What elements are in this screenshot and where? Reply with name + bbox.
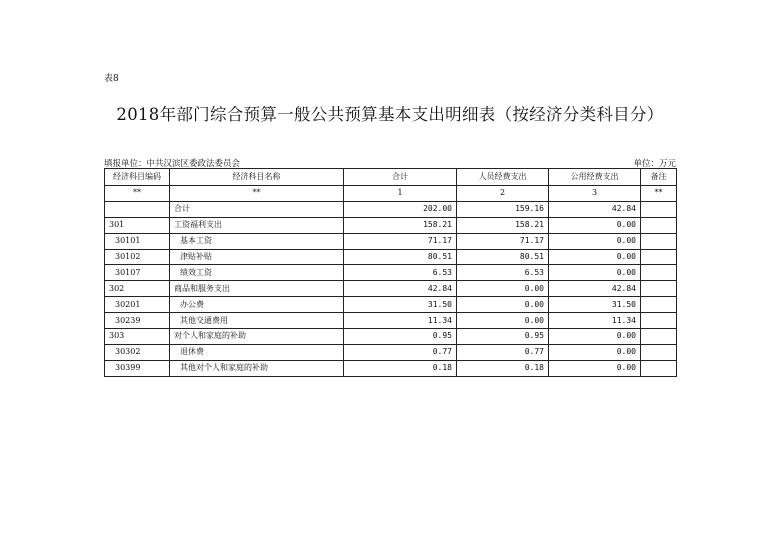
cell-name: 其他交通费用 [170, 313, 344, 329]
header-personnel: 人员经费支出 [457, 169, 549, 186]
header-total: 合计 [344, 169, 457, 186]
cell-total: 0.18 [344, 360, 457, 376]
cell-code: 30101 [105, 233, 170, 249]
cell-name: 合计 [170, 201, 344, 217]
cell-personnel: 158.21 [457, 217, 549, 233]
cell-note [641, 297, 677, 313]
cell-public: 11.34 [549, 313, 641, 329]
cell-total: 6.53 [344, 265, 457, 281]
currency-unit: 单位：万元 [633, 159, 676, 169]
cell-personnel: 71.17 [457, 233, 549, 249]
cell-personnel: 0.77 [457, 344, 549, 360]
cell-personnel: 0.18 [457, 360, 549, 376]
cell-code: 302 [105, 281, 170, 297]
table-row [105, 297, 677, 313]
cell-public: 0.00 [549, 265, 641, 281]
cell-personnel: 159.16 [457, 201, 549, 217]
cell-public: 0.00 [549, 233, 641, 249]
cell-personnel: 6.53 [457, 265, 549, 281]
cell-note [641, 249, 677, 265]
table-row [105, 233, 677, 249]
cell-personnel: 80.51 [457, 249, 549, 265]
table-number: 表8 [104, 74, 119, 84]
cell-total: 0.77 [344, 344, 457, 360]
table-row [105, 217, 677, 233]
page-title: 2018年部门综合预算一般公共预算基本支出明细表（按经济分类科目分） [116, 105, 664, 124]
table-row [105, 281, 677, 297]
expenditure-table [104, 168, 677, 377]
cell-note [641, 329, 677, 345]
index-row [105, 186, 677, 202]
cell-code: 30201 [105, 297, 170, 313]
cell-name: 对个人和家庭的补助 [170, 329, 344, 345]
header-public: 公用经费支出 [549, 169, 641, 186]
index-personnel: 2 [457, 186, 549, 202]
cell-code: 30107 [105, 265, 170, 281]
cell-code: 301 [105, 217, 170, 233]
cell-total: 42.84 [344, 281, 457, 297]
cell-code: 30302 [105, 344, 170, 360]
cell-name: 其他对个人和家庭的补助 [170, 360, 344, 376]
cell-name: 津贴补贴 [170, 249, 344, 265]
index-name: ** [170, 186, 344, 202]
reporting-unit: 填报单位：中共汉滨区委政法委员会 [104, 159, 241, 169]
cell-name: 商品和服务支出 [170, 281, 344, 297]
cell-public: 0.00 [549, 360, 641, 376]
header-code: 经济科目编码 [105, 169, 170, 186]
cell-code [105, 201, 170, 217]
cell-note [641, 233, 677, 249]
index-note: ** [641, 186, 677, 202]
cell-public: 0.00 [549, 217, 641, 233]
index-public: 3 [549, 186, 641, 202]
cell-note [641, 313, 677, 329]
cell-name: 工资福利支出 [170, 217, 344, 233]
table-row [105, 313, 677, 329]
cell-public: 0.00 [549, 344, 641, 360]
cell-personnel: 0.00 [457, 297, 549, 313]
cell-note [641, 360, 677, 376]
header-note: 备注 [641, 169, 677, 186]
cell-name: 退休费 [170, 344, 344, 360]
table-row [105, 360, 677, 376]
index-code: ** [105, 186, 170, 202]
cell-public: 31.50 [549, 297, 641, 313]
header-row [105, 169, 677, 186]
table-row [105, 249, 677, 265]
cell-total: 202.00 [344, 201, 457, 217]
cell-code: 303 [105, 329, 170, 345]
cell-total: 11.34 [344, 313, 457, 329]
cell-total: 31.50 [344, 297, 457, 313]
table-row [105, 329, 677, 345]
cell-name: 基本工资 [170, 233, 344, 249]
cell-public: 0.00 [549, 329, 641, 345]
cell-public: 42.84 [549, 281, 641, 297]
cell-public: 42.84 [549, 201, 641, 217]
cell-total: 71.17 [344, 233, 457, 249]
cell-personnel: 0.00 [457, 281, 549, 297]
cell-note [641, 201, 677, 217]
cell-personnel: 0.95 [457, 329, 549, 345]
index-total: 1 [344, 186, 457, 202]
cell-note [641, 281, 677, 297]
cell-personnel: 0.00 [457, 313, 549, 329]
cell-note [641, 265, 677, 281]
cell-name: 办公费 [170, 297, 344, 313]
cell-note [641, 217, 677, 233]
header-name: 经济科目名称 [170, 169, 344, 186]
table-row [105, 344, 677, 360]
cell-total: 158.21 [344, 217, 457, 233]
cell-name: 绩效工资 [170, 265, 344, 281]
cell-total: 0.95 [344, 329, 457, 345]
cell-code: 30399 [105, 360, 170, 376]
cell-code: 30239 [105, 313, 170, 329]
table-row [105, 265, 677, 281]
cell-code: 30102 [105, 249, 170, 265]
cell-note [641, 344, 677, 360]
table-row [105, 201, 677, 217]
cell-public: 0.00 [549, 249, 641, 265]
cell-total: 80.51 [344, 249, 457, 265]
